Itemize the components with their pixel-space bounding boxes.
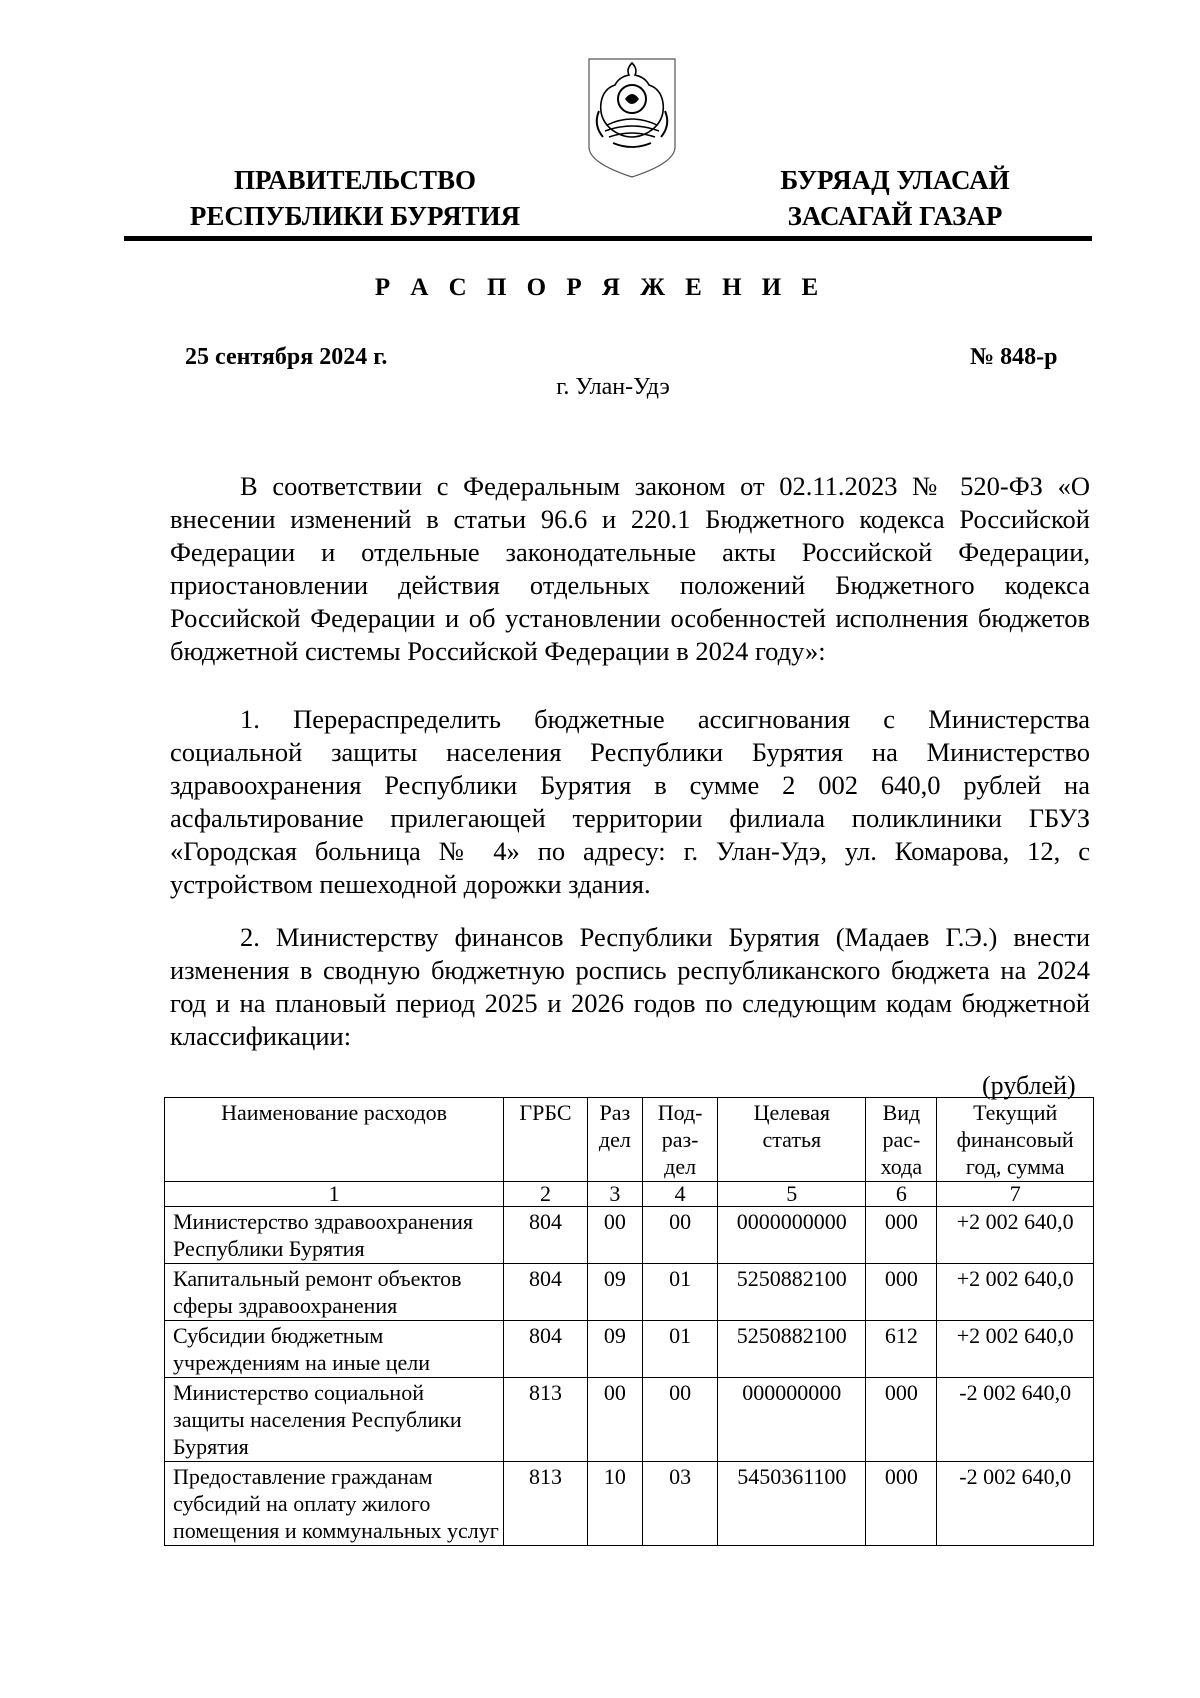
- cell-expense-type: 000: [866, 1462, 937, 1546]
- header-expense-type: Вид рас-хода: [866, 1098, 937, 1182]
- cell-subsection: 01: [643, 1264, 718, 1321]
- cell-expense-type: 000: [866, 1207, 937, 1264]
- budget-table: [164, 1097, 1094, 1546]
- cell-subsection: 03: [643, 1462, 718, 1546]
- cell-name: Предоставление гражданам субсидий на оплату жилого помещения и коммунальных услуг: [165, 1462, 504, 1546]
- header-right: [745, 162, 1045, 234]
- table-row: [165, 1462, 1094, 1546]
- cell-section: 10: [587, 1462, 642, 1546]
- header-section: Раз дел: [587, 1098, 642, 1182]
- header-amount: Текущий финансовый год, сумма: [937, 1098, 1094, 1182]
- item-2-text: 2. Министерству финансов Республики Бурятия (Мадаев Г.Э.) внести изменения в сводную бюджетную роспись республиканского бюджета на 2024 год и на плановый период 2025 и 2026 годов по следующим кодам бюджетной классификации:: [170, 922, 1090, 1051]
- document-city: г. Улан-Удэ: [556, 374, 670, 400]
- table-header-row: [165, 1098, 1094, 1182]
- document-date: 25 сентября 2024 г.: [185, 344, 388, 370]
- header-right-line-2: ЗАСАГАЙ ГАЗАР: [787, 201, 1003, 231]
- cell-grbs: 804: [504, 1321, 588, 1378]
- cell-grbs: 804: [504, 1264, 588, 1321]
- cell-target: 5450361100: [718, 1462, 866, 1546]
- cell-amount: +2 002 640,0: [937, 1321, 1094, 1378]
- table-row: [165, 1321, 1094, 1378]
- header-left-line-2: РЕСПУБЛИКИ БУРЯТИЯ: [189, 201, 521, 231]
- cell-name: Субсидии бюджетным учреждениям на иные цели: [165, 1321, 504, 1378]
- cell-name: Министерство социальной защиты населения Республики Бурятия: [165, 1378, 504, 1462]
- header-target: Целевая статья: [718, 1098, 866, 1182]
- cell-amount: +2 002 640,0: [937, 1207, 1094, 1264]
- cell-amount: -2 002 640,0: [937, 1462, 1094, 1546]
- document-number: № 848-р: [970, 344, 1058, 370]
- header-subsection: Под-раз-дел: [643, 1098, 718, 1182]
- col-number: 3: [587, 1182, 642, 1207]
- header-left: [170, 162, 540, 234]
- item-1-text: 1. Перераспределить бюджетные ассигнования с Министерства социальной защиты населения Республики Бурятия на Министерство здравоохранения Республики Бурятия в сумме 2 002 640,0 рублей на асфальтирование прилегающей территории филиала поликлиники ГБУЗ «Городская больница № 4» по адресу: г. Улан-Удэ, ул. Комарова, 12, с устройством пешеходной дорожки здания.: [170, 704, 1090, 899]
- table-row: [165, 1378, 1094, 1462]
- cell-amount: +2 002 640,0: [937, 1264, 1094, 1321]
- cell-name: Капитальный ремонт объектов сферы здравоохранения: [165, 1264, 504, 1321]
- cell-target: 0000000000: [718, 1207, 866, 1264]
- cell-target: 5250882100: [718, 1321, 866, 1378]
- cell-name: Министерство здравоохранения Республики Бурятия: [165, 1207, 504, 1264]
- cell-expense-type: 612: [866, 1321, 937, 1378]
- item-1-paragraph: [170, 703, 1090, 901]
- cell-target: 5250882100: [718, 1264, 866, 1321]
- col-number: 1: [165, 1182, 504, 1207]
- cell-section: 09: [587, 1264, 642, 1321]
- cell-grbs: 804: [504, 1207, 588, 1264]
- col-number: 5: [718, 1182, 866, 1207]
- cell-amount: -2 002 640,0: [937, 1378, 1094, 1462]
- table-col-numbers-row: [165, 1182, 1094, 1207]
- header-left-line-1: ПРАВИТЕЛЬСТВО: [233, 165, 477, 195]
- header-name: Наименование расходов: [165, 1098, 504, 1182]
- cell-grbs: 813: [504, 1378, 588, 1462]
- table-row: [165, 1264, 1094, 1321]
- item-2-paragraph: [170, 921, 1090, 1053]
- header-divider: [124, 236, 1092, 241]
- cell-expense-type: 000: [866, 1378, 937, 1462]
- cell-section: 00: [587, 1378, 642, 1462]
- preamble-text: В соответствии с Федеральным законом от 02.11.2023 № 520-ФЗ «О внесении изменений в статьи 96.6 и 220.1 Бюджетного кодекса Российской Федерации и отдельные законодательные акты Российской Федерации, приостановлении действия отдельных положений Бюджетного кодекса Российской Федерации и об установлении особенностей исполнения бюджетов бюджетной системы Российской Федерации в 2024 году»:: [170, 471, 1090, 666]
- cell-subsection: 00: [643, 1378, 718, 1462]
- col-number: 2: [504, 1182, 588, 1207]
- cell-subsection: 01: [643, 1321, 718, 1378]
- document-type: Р А С П О Р Я Ж Е Н И Е: [374, 274, 826, 301]
- col-number: 7: [937, 1182, 1094, 1207]
- cell-expense-type: 000: [866, 1264, 937, 1321]
- coat-of-arms-icon: [585, 55, 679, 180]
- cell-target: 000000000: [718, 1378, 866, 1462]
- table-row: [165, 1207, 1094, 1264]
- cell-grbs: 813: [504, 1462, 588, 1546]
- table-units: (рублей): [982, 1071, 1076, 1100]
- header-grbs: ГРБС: [504, 1098, 588, 1182]
- col-number: 4: [643, 1182, 718, 1207]
- cell-section: 09: [587, 1321, 642, 1378]
- col-number: 6: [866, 1182, 937, 1207]
- header-right-line-1: БУРЯАД УЛАСАЙ: [780, 165, 1010, 195]
- cell-subsection: 00: [643, 1207, 718, 1264]
- preamble-paragraph: [170, 470, 1090, 668]
- cell-section: 00: [587, 1207, 642, 1264]
